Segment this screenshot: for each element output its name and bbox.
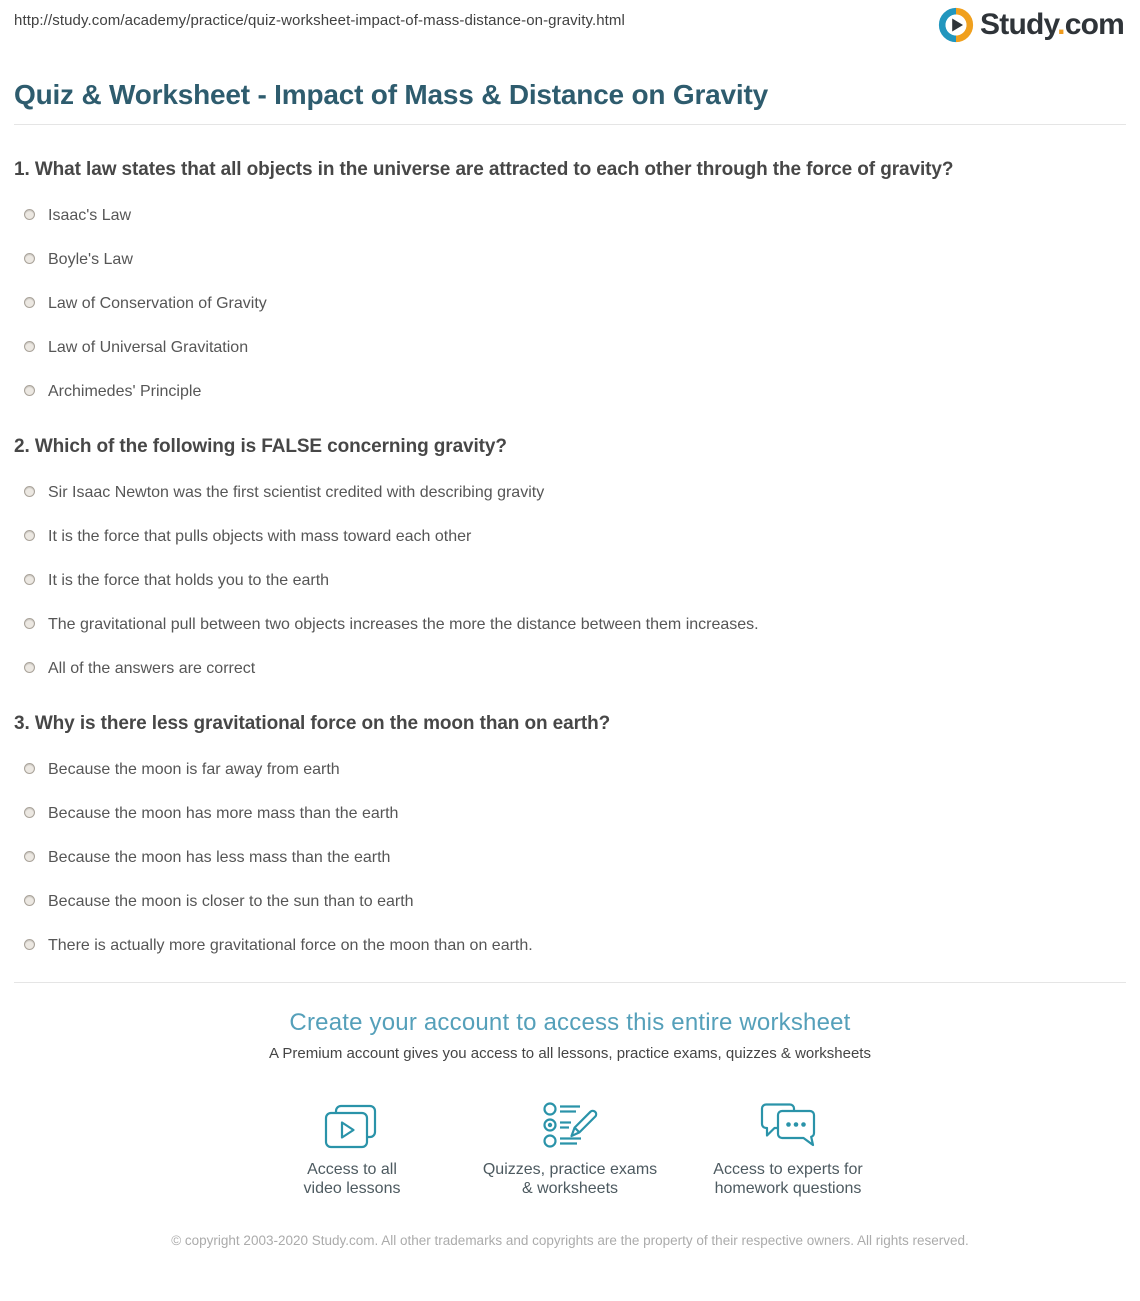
question-1-number: 1. (14, 159, 30, 180)
option-label: Because the moon is closer to the sun than to earth (48, 893, 414, 910)
question-3-number: 3. (14, 713, 30, 734)
answer-option[interactable] (14, 571, 1126, 591)
radio-button[interactable] (24, 574, 35, 585)
question-1 (14, 158, 1126, 402)
feature-video-lessons (243, 1096, 461, 1198)
answer-option[interactable] (14, 250, 1126, 270)
logo-wordmark (980, 6, 1124, 44)
radio-button[interactable] (24, 385, 35, 396)
answer-option[interactable] (14, 760, 1126, 780)
radio-button[interactable] (24, 341, 35, 352)
answer-option[interactable] (14, 527, 1126, 547)
logo-dot: . (1057, 8, 1065, 41)
option-label: There is actually more gravitational force on the moon than on earth. (48, 937, 533, 954)
radio-button[interactable] (24, 662, 35, 673)
question-3-title (14, 712, 1126, 736)
feature-label (679, 1160, 897, 1198)
answer-option[interactable] (14, 206, 1126, 226)
option-label: Isaac's Law (48, 207, 132, 224)
answer-option[interactable] (14, 382, 1126, 402)
answer-option[interactable] (14, 338, 1126, 358)
option-label: Because the moon has less mass than the earth (48, 849, 391, 866)
feature-experts (679, 1096, 897, 1198)
radio-button[interactable] (24, 486, 35, 497)
question-2-number: 2. (14, 436, 30, 457)
signup-strip (0, 1009, 1140, 1249)
feature-label-line: Access to all (307, 1161, 397, 1178)
radio-button[interactable] (24, 618, 35, 629)
logo-com: com (1064, 8, 1124, 41)
radio-button[interactable] (24, 209, 35, 220)
question-3-text: Why is there less gravitational force on the moon than on earth? (34, 713, 611, 734)
answer-option[interactable] (14, 483, 1126, 503)
answer-option[interactable] (14, 804, 1126, 824)
answer-option[interactable] (14, 848, 1126, 868)
option-label: Sir Isaac Newton was the first scientist credited with describing gravity (48, 484, 545, 501)
feature-label (243, 1160, 461, 1198)
answer-option[interactable] (14, 936, 1126, 956)
page-header (0, 0, 1140, 50)
chat-experts-icon (679, 1096, 897, 1150)
play-circle-icon (937, 6, 975, 44)
page-url: http://study.com/academy/practice/quiz-worksheet-impact-of-mass-distance-on-gravity.html (14, 12, 625, 29)
radio-button[interactable] (24, 763, 35, 774)
radio-button[interactable] (24, 895, 35, 906)
radio-button[interactable] (24, 939, 35, 950)
answer-option[interactable] (14, 892, 1126, 912)
premium-subheading: A Premium account gives you access to all lessons, practice exams, quizzes & worksheets (269, 1045, 871, 1062)
option-label: Because the moon has more mass than the earth (48, 805, 399, 822)
answer-option[interactable] (14, 615, 1126, 635)
option-label: All of the answers are correct (48, 660, 256, 677)
option-label: The gravitational pull between two objects increases the more the distance between them increases. (48, 616, 759, 633)
option-label: Because the moon is far away from earth (48, 761, 340, 778)
answer-option[interactable] (14, 659, 1126, 679)
video-lessons-icon (243, 1096, 461, 1150)
answer-option[interactable] (14, 294, 1126, 314)
option-label: It is the force that pulls objects with mass toward each other (48, 528, 472, 545)
content-divider (14, 982, 1126, 983)
feature-label-line: video lessons (303, 1180, 401, 1197)
create-account-link[interactable]: Create your account to access this entire worksheet (289, 1009, 851, 1036)
radio-button[interactable] (24, 851, 35, 862)
option-label: Law of Universal Gravitation (48, 339, 249, 356)
radio-button[interactable] (24, 530, 35, 541)
option-label: Archimedes' Principle (48, 383, 202, 400)
radio-button[interactable] (24, 253, 35, 264)
feature-quizzes (461, 1096, 679, 1198)
question-2 (14, 435, 1126, 679)
question-2-title (14, 435, 1126, 459)
option-label: Law of Conservation of Gravity (48, 295, 267, 312)
feature-label-line: & worksheets (521, 1180, 619, 1197)
feature-label-line: homework questions (714, 1180, 862, 1197)
studycom-logo[interactable] (937, 6, 1124, 44)
copyright-notice: © copyright 2003-2020 Study.com. All other trademarks and copyrights are the property of their respective owners. All rights reserved. (171, 1233, 969, 1248)
radio-button[interactable] (24, 297, 35, 308)
radio-button[interactable] (24, 807, 35, 818)
feature-label (461, 1160, 679, 1198)
feature-label-line: Quizzes, practice exams (482, 1161, 658, 1178)
question-1-title (14, 158, 1126, 182)
logo-study: Study (980, 8, 1058, 41)
page-title: Quiz & Worksheet - Impact of Mass & Distance on Gravity (14, 79, 768, 110)
question-1-text: What law states that all objects in the universe are attracted to each other through the force of gravity? (34, 159, 954, 180)
option-label: It is the force that holds you to the earth (48, 572, 330, 589)
feature-list (0, 1096, 1140, 1198)
question-3 (14, 712, 1126, 956)
feature-label-line: Access to experts for (713, 1161, 863, 1178)
quiz-pencil-icon (461, 1096, 679, 1150)
title-divider (14, 124, 1126, 125)
option-label: Boyle's Law (48, 251, 133, 268)
question-2-text: Which of the following is FALSE concerning gravity? (34, 436, 507, 457)
